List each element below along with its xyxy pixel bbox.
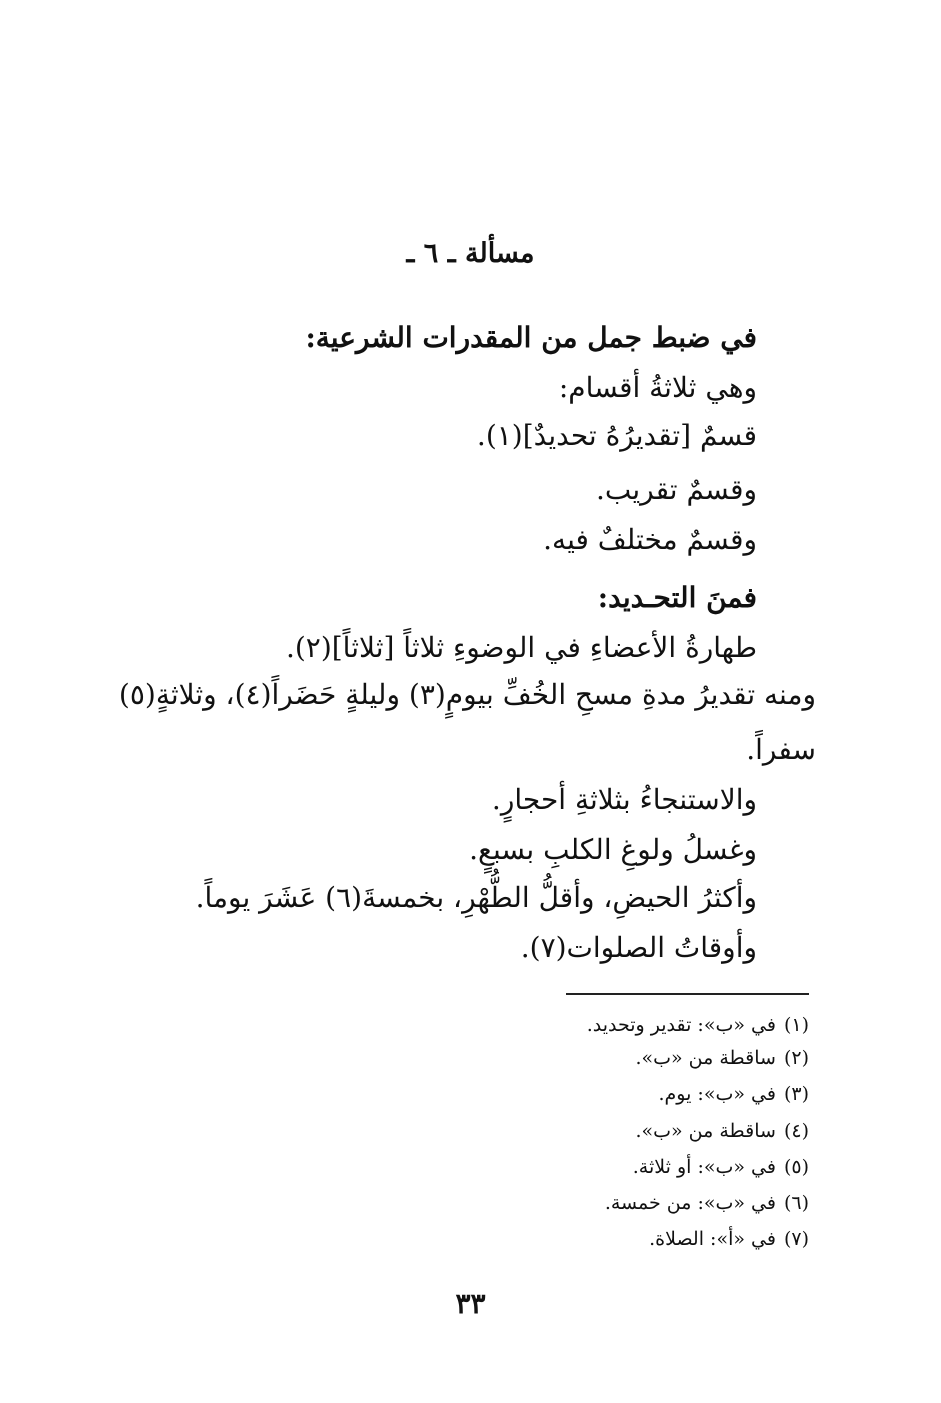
footnote-text: في «أ»: الصلاة. — [649, 1228, 776, 1250]
footnote — [587, 1011, 809, 1039]
footnote-text: ساقطة من «ب». — [635, 1047, 776, 1069]
category-line: قسمٌ [تقديرُهُ تحديدٌ](١). — [476, 419, 757, 452]
footnote — [635, 1044, 809, 1072]
body-line: وغسلُ ولوغِ الكلبِ بسبعٍ. — [469, 833, 757, 866]
footnote — [649, 1225, 809, 1253]
page-number: ٣٣ — [455, 1287, 486, 1320]
body-line: ومنه تقديرُ مدةِ مسحِ الخُفِّ بيومٍ(٣) وليلةٍ حَضَراً(٤)، وثلاثةٍ(٥) — [118, 678, 816, 711]
footnote-number: (٥) — [783, 1156, 809, 1178]
category-line: وقسمٌ تقريب. — [595, 473, 757, 506]
section-heading: في ضبط جمل من المقدرات الشرعية: — [305, 321, 757, 354]
body-line: طهارةُ الأعضاءِ في الوضوءِ ثلاثاً [ثلاثاً](٢). — [285, 631, 757, 664]
page-title: مسألة ـ ٦ ـ — [406, 238, 535, 269]
body-line: والاستنجاءُ بثلاثةِ أحجارٍ. — [491, 783, 757, 816]
intro-line: وهي ثلاثةُ أقسام: — [558, 371, 757, 404]
subheading: فمنَ التحـديد: — [597, 581, 757, 614]
footnote-text: في «ب»: تقدير وتحديد. — [586, 1014, 776, 1036]
footnote-text: ساقطة من «ب». — [635, 1120, 776, 1142]
footnote-number: (٦) — [783, 1192, 809, 1214]
body-line: وأكثرُ الحيضِ، وأقلُّ الطُّهْرِ، بخمسةَ(٦) عَشَرَ يوماً. — [195, 881, 757, 914]
footnote-text: في «ب»: يوم. — [658, 1083, 776, 1105]
footnote-number: (٢) — [783, 1047, 809, 1069]
footnote — [605, 1189, 809, 1217]
footnote — [633, 1153, 809, 1181]
footnote — [658, 1080, 809, 1108]
footnote-number: (٣) — [783, 1083, 809, 1105]
footnote — [635, 1117, 809, 1145]
footnote-text: في «ب»: أو ثلاثة. — [632, 1156, 776, 1178]
footnote-text: في «ب»: من خمسة. — [604, 1192, 776, 1214]
footnote-number: (٤) — [783, 1120, 809, 1142]
footnote-number: (١) — [783, 1014, 809, 1036]
footnote-divider — [566, 993, 809, 995]
body-line: سفراً. — [746, 733, 816, 766]
footnote-number: (٧) — [783, 1228, 809, 1250]
category-line: وقسمٌ مختلفٌ فيه. — [543, 523, 757, 556]
body-line: وأوقاتُ الصلوات(٧). — [520, 931, 757, 964]
